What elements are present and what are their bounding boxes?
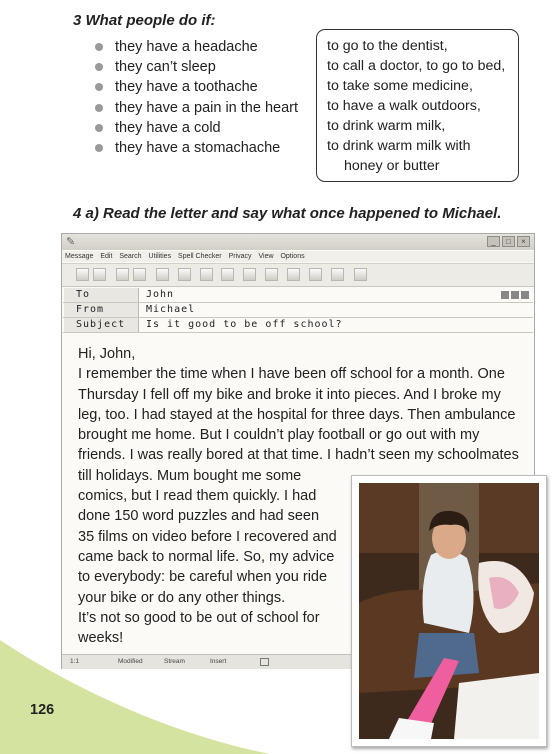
- toolbar-button[interactable]: [133, 268, 146, 281]
- body-line: done 150 word puzzles and had seen: [78, 508, 320, 525]
- list-item: they have a toothache: [93, 77, 298, 97]
- body-line: I remember the time when I have been off school for a month. One: [78, 366, 505, 383]
- toolbar-button[interactable]: [287, 268, 300, 281]
- maximize-button[interactable]: □: [502, 236, 515, 247]
- body-line: Thursday I fell off my bike and broke it into pieces. And I broke my: [78, 386, 501, 403]
- list-item: they have a stomachache: [93, 138, 298, 158]
- toolbar: [62, 263, 534, 287]
- window-titlebar: [62, 234, 534, 250]
- menu-spell-checker[interactable]: Spell Checker: [178, 253, 222, 260]
- remedy-line: to take some medicine,: [327, 78, 473, 94]
- header-icons[interactable]: [499, 290, 529, 299]
- remedy-line: to call a doctor, to go to bed,: [327, 58, 506, 74]
- body-line: comics, but I read them quickly. I had: [78, 488, 317, 505]
- remedy-line: to drink warm milk,: [327, 118, 446, 134]
- toolbar-button[interactable]: [76, 268, 89, 281]
- body-line: to everybody: be careful when you ride: [78, 569, 328, 586]
- minimize-button[interactable]: _: [487, 236, 500, 247]
- status-position: 1:1: [70, 658, 80, 665]
- from-field[interactable]: Michael: [146, 304, 196, 315]
- subject-row: [63, 318, 533, 333]
- toolbar-button[interactable]: [200, 268, 213, 281]
- body-line: brought me home. But I couldn’t play football or go out with my: [78, 427, 480, 444]
- to-label: To: [64, 288, 139, 302]
- body-line: came back to normal life. So, my advice: [78, 548, 335, 565]
- list-item: they have a pain in the heart: [93, 98, 298, 118]
- subject-field[interactable]: Is it good to be off school?: [146, 319, 343, 330]
- subject-label: Subject: [64, 318, 139, 332]
- bullet-icon: [95, 124, 103, 132]
- menu-view[interactable]: View: [258, 253, 274, 260]
- exercise-4-title: 4 a) Read the letter and say what once happened to Michael.: [73, 205, 502, 222]
- close-button[interactable]: ×: [517, 236, 530, 247]
- toolbar-button[interactable]: [221, 268, 234, 281]
- toolbar-button[interactable]: [93, 268, 106, 281]
- exercise-3-title: 3 What people do if:: [73, 12, 216, 29]
- body-line: Hi, John,: [78, 346, 136, 362]
- photo-boy-with-cast: [351, 475, 547, 747]
- remedy-line: to have a walk outdoors,: [327, 98, 481, 114]
- body-line: friends. I was really bored at that time. I hadn’t seen my schoolmates: [78, 447, 519, 464]
- menu-edit[interactable]: Edit: [100, 253, 113, 260]
- toolbar-button[interactable]: [354, 268, 367, 281]
- status-icon: [260, 658, 269, 666]
- body-line: 35 films on video before I recovered and: [78, 528, 337, 545]
- list-item: they have a headache: [93, 37, 298, 57]
- remedy-line: to go to the dentist,: [327, 38, 448, 54]
- status-modified: Modified: [118, 658, 143, 665]
- toolbar-button[interactable]: [116, 268, 129, 281]
- bullet-icon: [95, 83, 103, 91]
- menu-bar: [62, 251, 534, 262]
- bullet-icon: [95, 63, 103, 71]
- remedy-line: to drink warm milk with: [327, 138, 471, 154]
- toolbar-button[interactable]: [243, 268, 256, 281]
- toolbar-button[interactable]: [178, 268, 191, 281]
- from-row: [63, 303, 533, 318]
- toolbar-button[interactable]: [156, 268, 169, 281]
- menu-search[interactable]: Search: [119, 253, 142, 260]
- toolbar-button[interactable]: [309, 268, 322, 281]
- bullet-icon: [95, 144, 103, 152]
- app-icon: ✎: [66, 236, 76, 248]
- menu-options[interactable]: Options: [280, 253, 305, 260]
- menu-message[interactable]: Message: [65, 253, 94, 260]
- remedy-line: honey or butter: [344, 158, 440, 174]
- boy-with-leg-cast-image: [359, 483, 539, 739]
- menu-privacy[interactable]: Privacy: [228, 253, 252, 260]
- body-line: till holidays. Mum bought me some: [78, 467, 302, 484]
- body-line: leg, too. I had stayed at the hospital for three days. Then ambulance: [78, 406, 516, 423]
- to-field[interactable]: John: [146, 289, 175, 300]
- toolbar-button[interactable]: [331, 268, 344, 281]
- bullet-icon: [95, 104, 103, 112]
- list-item: they can’t sleep: [93, 57, 298, 77]
- page-number: 126: [30, 702, 55, 718]
- body-line: weeks!: [78, 630, 124, 647]
- remedies-box: [316, 29, 519, 182]
- body-line: your bike or do any other things.: [78, 589, 286, 606]
- body-line: It’s not so good to be out of school for: [78, 609, 320, 626]
- bullet-icon: [95, 43, 103, 51]
- to-row: [63, 288, 533, 303]
- from-label: From: [64, 303, 139, 317]
- status-stream: Stream: [164, 658, 185, 665]
- status-insert: Insert: [210, 658, 227, 665]
- menu-utilities[interactable]: Utilities: [148, 253, 172, 260]
- toolbar-button[interactable]: [265, 268, 278, 281]
- list-item: they have a cold: [93, 118, 298, 138]
- conditions-list: [93, 37, 298, 158]
